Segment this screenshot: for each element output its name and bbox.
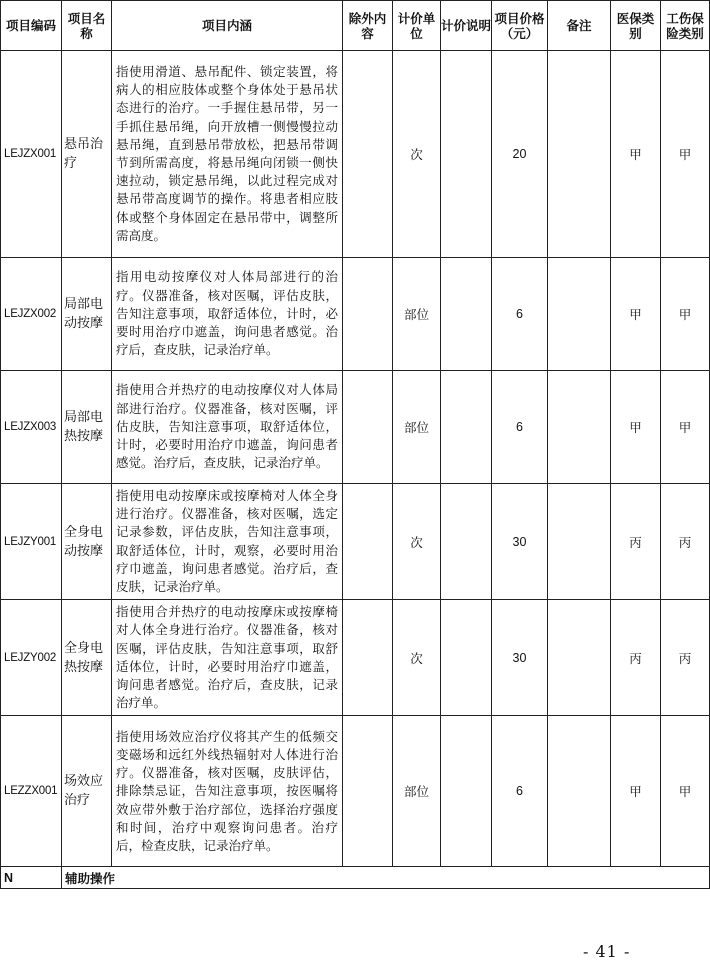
item-name: 全身电热按摩 xyxy=(62,600,112,716)
item-medical-class: 甲 xyxy=(611,716,661,867)
item-code: LEJZY001 xyxy=(1,484,62,600)
item-injury-class: 甲 xyxy=(661,258,710,371)
item-name: 局部电热按摩 xyxy=(62,371,112,484)
table-header-row xyxy=(1,1,710,51)
item-unit: 部位 xyxy=(393,258,441,371)
item-code: LEZZX001 xyxy=(1,716,62,867)
table-row xyxy=(1,51,710,258)
table-row xyxy=(1,258,710,371)
item-injury-class: 丙 xyxy=(661,484,710,600)
header-name: 项目名称 xyxy=(62,1,112,51)
header-unit: 计价单位 xyxy=(393,1,441,51)
item-content: 指用电动按摩仪对人体局部进行的治疗。仪器准备，核对医嘱，评估皮肤，告知注意事项，取舒适体位，计时，必要时用治疗巾遮盖，询问患者感觉。治疗后，查皮肤，记录治疗单。 xyxy=(112,258,343,371)
section-title: 辅助操作 xyxy=(62,867,710,889)
item-price: 30 xyxy=(492,600,548,716)
item-unit: 部位 xyxy=(393,716,441,867)
item-remark xyxy=(548,258,611,371)
table-row xyxy=(1,716,710,867)
item-content: 指使用合并热疗的电动按摩床或按摩椅对人体全身进行治疗。仪器准备，核对医嘱，评估皮肤，告知注意事项，取舒适体位，计时，必要时用治疗巾遮盖，询问患者感觉。治疗后，查皮肤，记录治疗单。 xyxy=(112,600,343,716)
item-unit: 部位 xyxy=(393,371,441,484)
item-excluded xyxy=(343,600,393,716)
item-injury-class: 甲 xyxy=(661,51,710,258)
item-pricing-note xyxy=(441,484,492,600)
item-pricing-note xyxy=(441,51,492,258)
item-pricing-note xyxy=(441,371,492,484)
item-excluded xyxy=(343,371,393,484)
header-price: 项目价格（元） xyxy=(492,1,548,51)
item-pricing-note xyxy=(441,600,492,716)
section-code: N xyxy=(1,867,62,889)
header-code: 项目编码 xyxy=(1,1,62,51)
section-row xyxy=(1,867,710,889)
item-name: 场效应治疗 xyxy=(62,716,112,867)
item-excluded xyxy=(343,258,393,371)
item-price: 30 xyxy=(492,484,548,600)
table-row xyxy=(1,371,710,484)
item-price: 6 xyxy=(492,258,548,371)
item-excluded xyxy=(343,716,393,867)
item-excluded xyxy=(343,484,393,600)
item-excluded xyxy=(343,51,393,258)
item-injury-class: 丙 xyxy=(661,600,710,716)
item-medical-class: 丙 xyxy=(611,600,661,716)
item-pricing-note xyxy=(441,258,492,371)
item-medical-class: 甲 xyxy=(611,51,661,258)
item-medical-class: 丙 xyxy=(611,484,661,600)
header-content: 项目内涵 xyxy=(112,1,343,51)
header-excluded: 除外内容 xyxy=(343,1,393,51)
item-content: 指使用场效应治疗仪将其产生的低频交变磁场和远红外线热辐射对人体进行治疗。仪器准备，核对医嘱，皮肤评估，排除禁忌证，告知注意事项，按医嘱将效应带外敷于治疗部位，选择治疗强度和时间，治疗中观察询问患者。治疗后，检查皮肤，记录治疗单。 xyxy=(112,716,343,867)
item-injury-class: 甲 xyxy=(661,716,710,867)
item-price: 6 xyxy=(492,716,548,867)
item-price: 6 xyxy=(492,371,548,484)
item-injury-class: 甲 xyxy=(661,371,710,484)
item-remark xyxy=(548,716,611,867)
item-unit: 次 xyxy=(393,51,441,258)
header-medical-insurance: 医保类别 xyxy=(611,1,661,51)
item-unit: 次 xyxy=(393,484,441,600)
header-pricing-note: 计价说明 xyxy=(441,1,492,51)
item-remark xyxy=(548,600,611,716)
item-content: 指使用合并热疗的电动按摩仪对人体局部进行治疗。仪器准备，核对医嘱，评估皮肤，告知注意事项，取舒适体位，计时，必要时用治疗巾遮盖，询问患者感觉。治疗后，查皮肤，记录治疗单。 xyxy=(112,371,343,484)
item-medical-class: 甲 xyxy=(611,371,661,484)
item-unit: 次 xyxy=(393,600,441,716)
item-name: 悬吊治疗 xyxy=(62,51,112,258)
item-content: 指使用滑道、悬吊配件、锁定装置，将病人的相应肢体或整个身体处于悬吊状态进行的治疗。一手握住悬吊带，另一手抓住悬吊绳，向开放槽一侧慢慢拉动悬吊绳，直到悬吊带放松，把悬吊带调节到所需高度，将悬吊绳向闭锁一侧快速拉动，锁定悬吊绳，以此过程完成对悬吊带高度调节的操作。将患者相应肢体或整个身体固定在悬吊带中，调整所需高度。 xyxy=(112,51,343,258)
item-code: LEJZX002 xyxy=(1,258,62,371)
item-name: 全身电动按摩 xyxy=(62,484,112,600)
item-content: 指使用电动按摩床或按摩椅对人体全身进行治疗。仪器准备，核对医嘱，选定记录参数，评估皮肤，告知注意事项，取舒适体位，计时，观察，必要时用治疗巾遮盖，询问患者感觉。治疗后，查皮肤，记录治疗单。 xyxy=(112,484,343,600)
table-row xyxy=(1,484,710,600)
item-pricing-note xyxy=(441,716,492,867)
table-row xyxy=(1,600,710,716)
header-injury-insurance: 工伤保险类别 xyxy=(661,1,710,51)
header-remark: 备注 xyxy=(548,1,611,51)
item-remark xyxy=(548,51,611,258)
item-remark xyxy=(548,371,611,484)
item-remark xyxy=(548,484,611,600)
page-number: - 41 - xyxy=(583,942,631,961)
item-code: LEJZY002 xyxy=(1,600,62,716)
item-price: 20 xyxy=(492,51,548,258)
item-code: LEJZX003 xyxy=(1,371,62,484)
item-medical-class: 甲 xyxy=(611,258,661,371)
item-code: LEJZX001 xyxy=(1,51,62,258)
item-name: 局部电动按摩 xyxy=(62,258,112,371)
